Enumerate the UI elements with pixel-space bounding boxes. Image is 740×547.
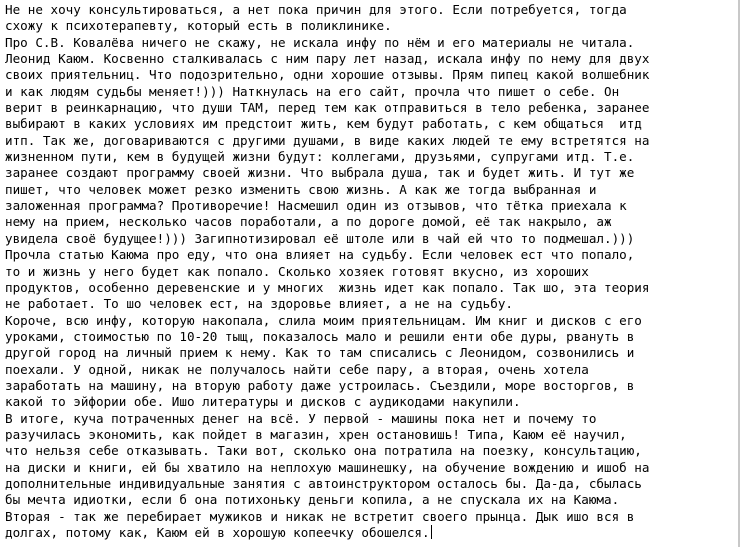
text-line: не работает. То шо человек ест, на здоровье влияет, а не на судьбу. <box>5 296 513 312</box>
text-line: что нельзя себе отказывать. Таки вот, сколько она потратила на поезку, консультацию, <box>5 443 642 459</box>
text-line: дополнительные индивидуальные занятия с автоинструктором осталось бы. Да-да, сбылась <box>5 475 642 491</box>
text-line: уроками, стоимостью по 10-20 тыщ, показалось мало и решили енти обе дуры, рвануть в <box>5 328 635 344</box>
text-line: какой то эйфории обе. Ишо литературы и дисков с аудикодами накупили. <box>5 394 521 410</box>
text-line: бы мечта идиотки, если б она потихоньку деньги копила, а не спускала их на Каюма. <box>5 492 620 508</box>
text-line: на диски и книги, ей бы хватило на неплохую машинешку, на обучение вождению и ишоб на <box>5 459 650 475</box>
text-line: выбирают в каких условиях им предстоит жить, кем будут работать, с кем общаться итд <box>5 116 642 132</box>
text-line: Леонид Каюм. Косвенно сталкивалась с ним пару лет назад, искала инфу по нему для двух <box>5 51 650 67</box>
text-line: пишет, что человек может резко изменить свою жизнь. А как же тогда выбранная и <box>5 181 597 197</box>
text-line: увидела своё будущее!))) Загипнотизировал её штоле или в чай ей что то подмешал.))) <box>5 230 635 246</box>
text-cursor <box>431 525 432 539</box>
text-line: верит в реинкарнацию, что души ТАМ, перед тем как отправиться в тело ребенка, заранее <box>5 100 650 116</box>
text-line: нему на прием, несколько часов поработали, а по дороге домой, её так накрыло, аж <box>5 214 612 230</box>
text-line: схожу к психотерапевту, который есть в поликлинике. <box>5 18 392 34</box>
text-line: заранее создают программу своей жизни. Что выбрала душа, так и будет жить. И тут же <box>5 165 635 181</box>
text-line: Вторая - так же перебирает мужиков и никак не встретит своего прынца. Дык ишо вся в <box>5 508 635 524</box>
text-line: разучилась экономить, как пойдет в магазин, хрен остановишь! Типа, Каюм её научил, <box>5 426 627 442</box>
text-line: Не не хочу консультироваться, а нет пока причин для этого. Если потребуется, тогда <box>5 2 627 17</box>
text-line: жизненном пути, кем в будущей жизни будут: коллегами, друзьями, супругами итд. Т.е. <box>5 149 635 165</box>
text-line: другой город на личный прием к нему. Как то там списались с Леонидом, созвонились и <box>5 345 635 361</box>
text-line: Про С.В. Ковалёва ничего не скажу, не искала инфу по нём и его материалы не читала. <box>5 34 635 50</box>
text-line: заработать на машину, на вторую работу даже устроилась. Съездили, море восторгов, в <box>5 377 635 393</box>
text-line: В итоге, куча потраченных денег на всё. У первой - машины пока нет и почему то <box>5 410 597 426</box>
text-line: Прочла статью Каюма про еду, что она влияет на судьбу. Если человек ест что попало, <box>5 247 635 263</box>
text-line: Короче, всю инфу, которую накопала, слила моим приятельницам. Им книг и дисков с его <box>5 312 642 328</box>
text-line: продуктов, особенно деревенские и у многих жизнь идет как попало. Так шо, эта теория <box>5 279 650 295</box>
text-line: то и жизнь у него будет как попало. Сколько хозяек готовят вкусно, из хороших <box>5 263 589 279</box>
text-line: заложенная программа? Противоречие! Насмешил один из отзывов, что тётка приехала к <box>5 198 627 214</box>
text-line: итп. Так же, договариваются с другими душами, в виде каких людей те ему встретятся на <box>5 132 650 148</box>
text-line-last <box>5 525 736 541</box>
text-line-last-content: долгах, потому как, Каюм ей в хорошую копеечку обошелся. <box>5 525 430 540</box>
text-line: своих приятельниц. Что подозрительно, одни хорошие отзывы. Прям пипец какой волшебник <box>5 67 650 83</box>
text-line: и как людям судьбы меняет!))) Наткнулась на его сайт, прочла что пишет о себе. Он <box>5 83 620 99</box>
text-line: поехали. У одной, никак не получалось найти себе пару, а вторая, очень хотела <box>5 361 589 377</box>
